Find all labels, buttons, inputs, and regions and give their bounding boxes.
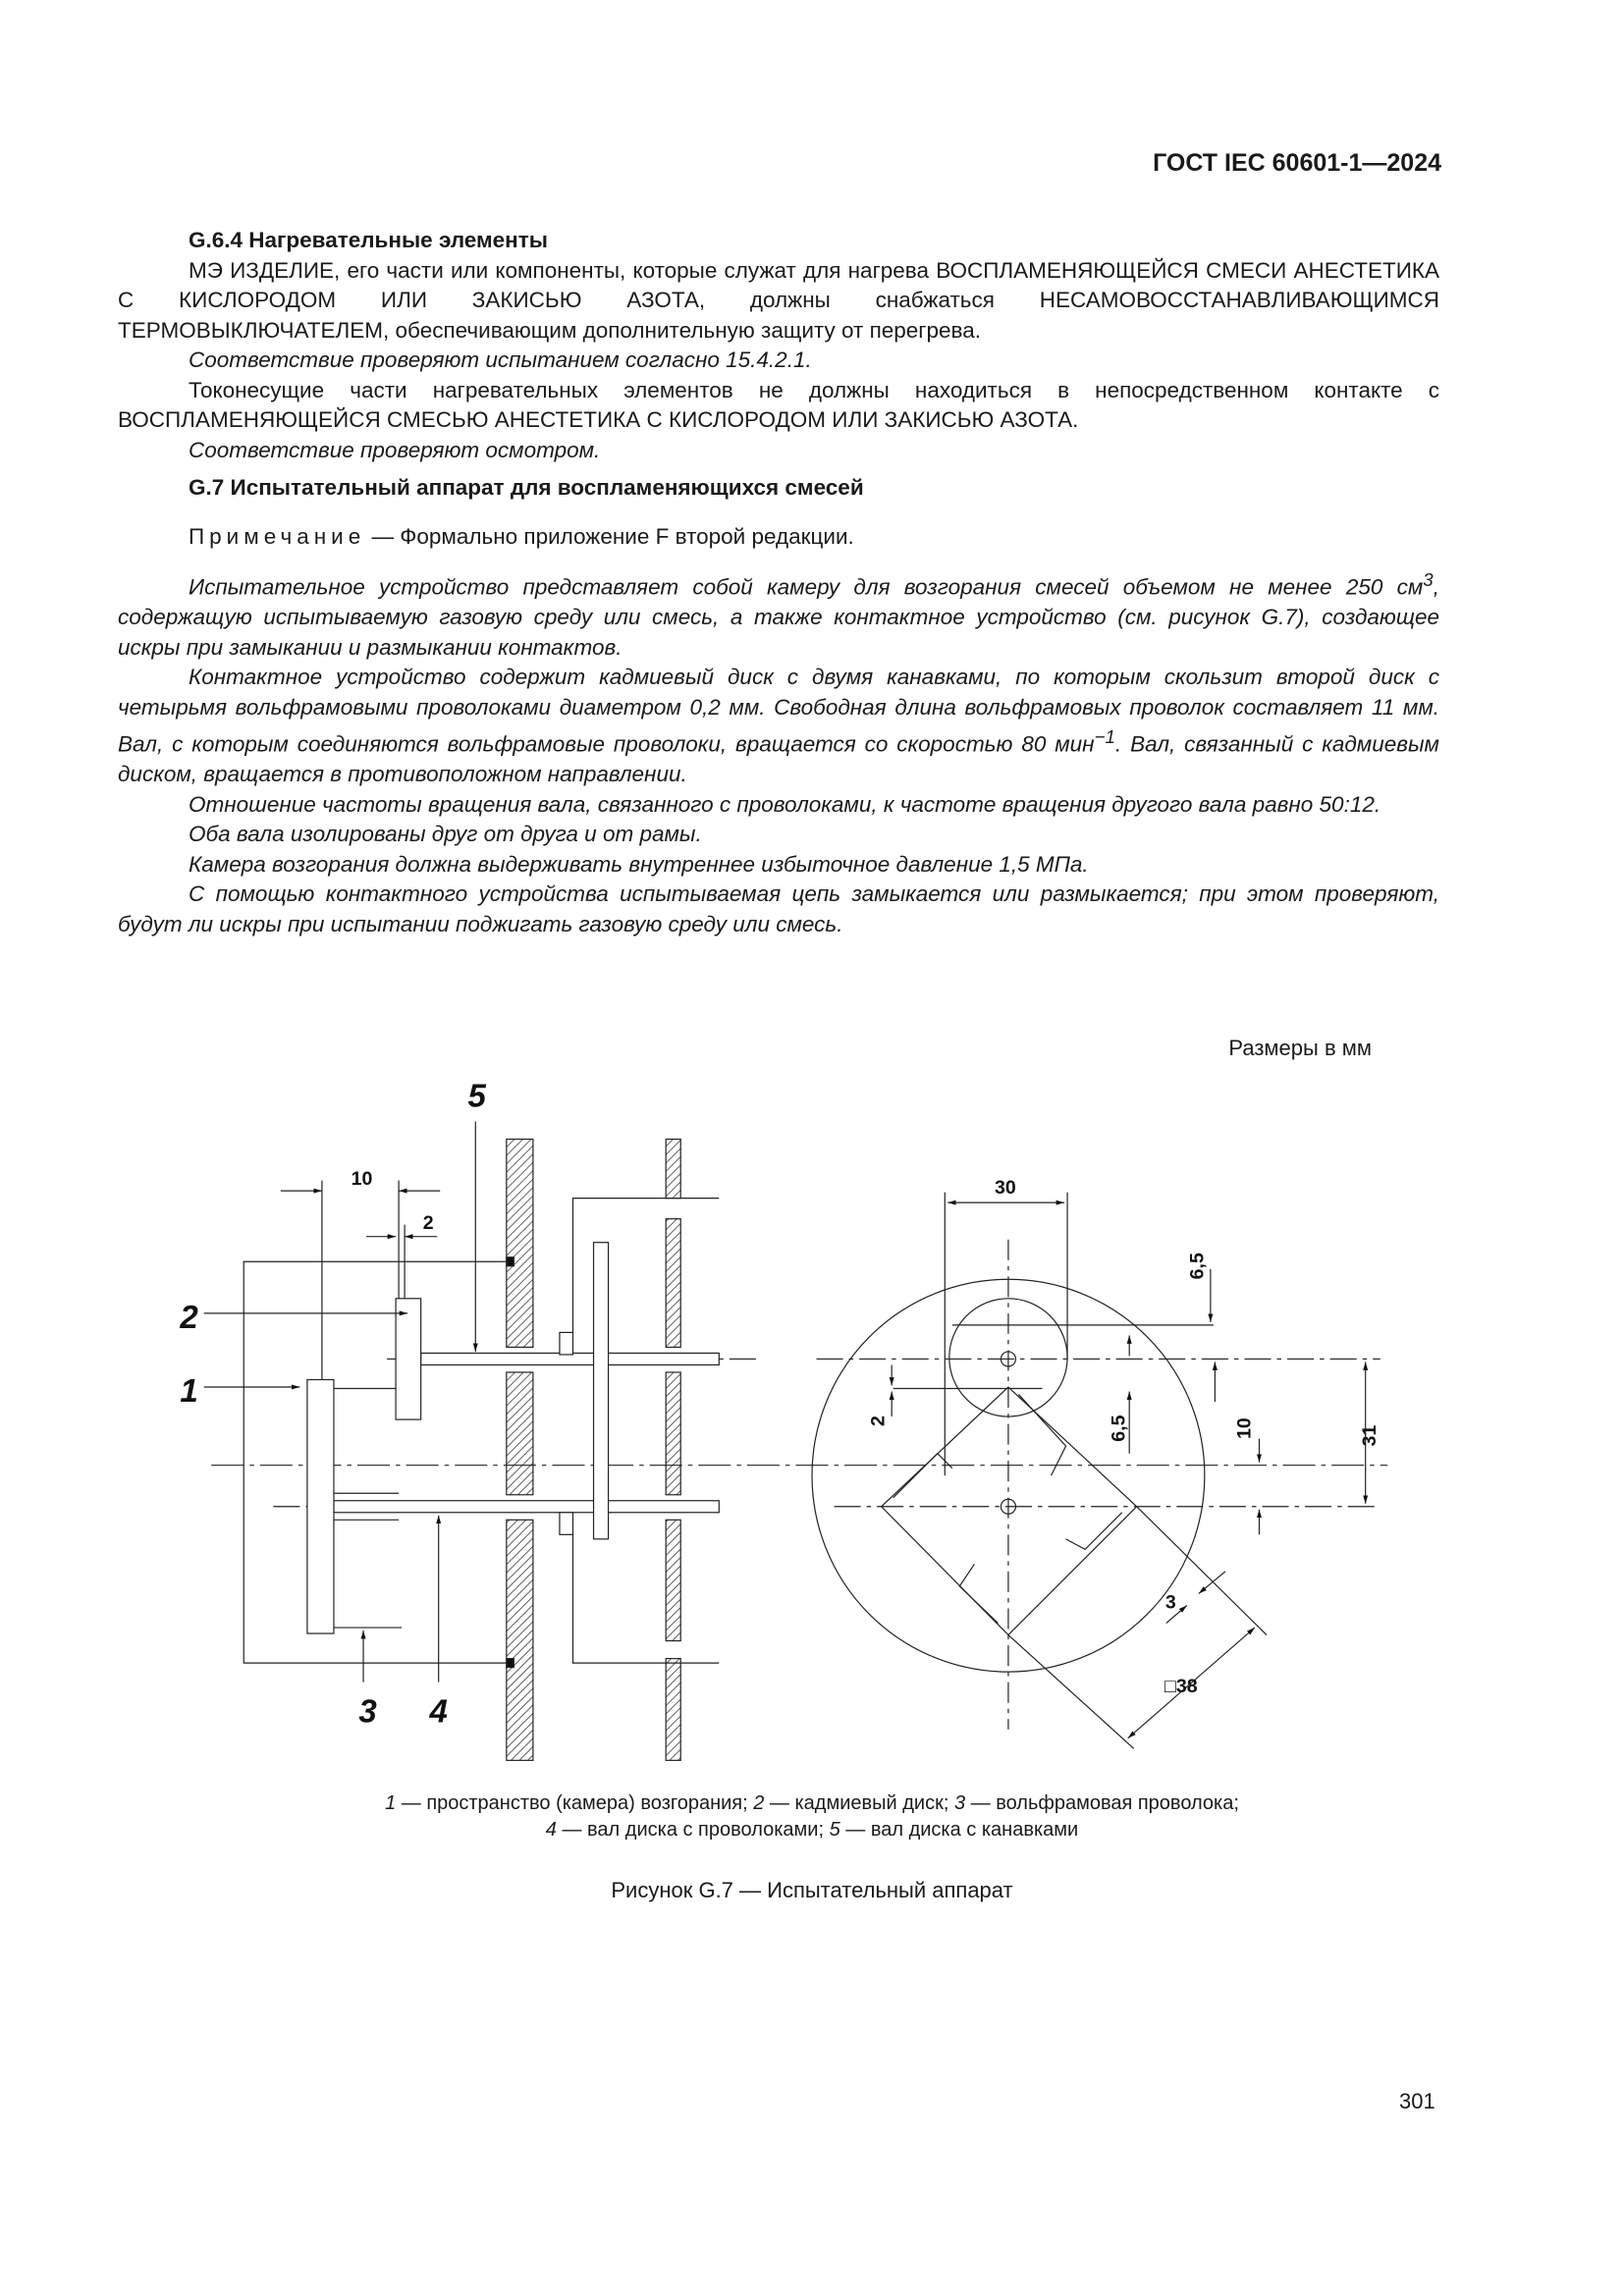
legend-number: 3 [953,1792,966,1814]
side-view [204,1121,1388,1760]
dim-31: 31 [1359,1424,1381,1447]
legend-number: 1 [385,1792,397,1814]
chamber-plate [307,1380,334,1634]
chamber-outline [244,1261,510,1663]
dim-6-5-top: 6,5 [1186,1253,1209,1280]
note-text: — Формально приложение F второй редакции. [365,523,854,549]
legend-text: — вольфрамовая проволока; [965,1792,1239,1814]
superscript: 3 [1423,569,1434,590]
document-header: ГОСТ IEC 60601-1—2024 [1153,149,1441,177]
square-38 [882,1387,1137,1635]
dim-38: □38 [1164,1676,1198,1698]
legend-text: — вал диска с проволоками; [556,1819,830,1841]
dim-3: 3 [1164,1591,1176,1614]
section-title: G.6.4 Нагревательные элементы [189,228,549,252]
label-5: 5 [467,1078,486,1115]
legend-text: — вал диска с канавками [839,1819,1079,1841]
paragraph: Соответствие проверяют осмотром. [189,437,601,462]
figure-labels [179,1078,1380,1730]
text: Контактное устройство содержит кадмиевый диск с двумя канавками, по которым скользит второй диск с четырьмя вольфрамовыми проволоками диаметром 0,2 мм. Свободная длина вольфрамовых проволок составляет 11 мм. Вал, с которым соединяются вольфрамовые проволоки, вращается со скоростью 80 мин [118,665,1439,757]
label-4: 4 [429,1693,448,1731]
legend-text: — пространство (камера) возгорания; [396,1792,754,1814]
section-title: G.7 Испытательный аппарат для воспламеняющихся смесей [189,475,864,500]
legend-number: 5 [829,1819,840,1841]
paragraph: Оба вала изолированы друг от друга и от рамы. [189,822,702,846]
paragraph: Токонесущие части нагревательных элементов не должны находиться в непосредственном контакте с ВОСПЛАМЕНЯЮЩЕЙСЯ СМЕСЬЮ АНЕСТЕТИКА С КИСЛОРОДОМ ИЛИ ЗАКИСЬЮ АЗОТА. [118,377,1439,432]
text: Испытательное устройство представляет собой камеру для возгорания смесей объемом не менее 250 см [189,574,1424,600]
paragraph: Соответствие проверяют испытанием согласно 15.4.2.1. [189,347,812,372]
cadmium-disc [396,1299,421,1419]
note-label: Примечание [189,523,366,549]
legend-text: — кадмиевый диск; [764,1792,954,1814]
label-1: 1 [180,1373,198,1411]
paragraph: Камера возгорания должна выдерживать внутреннее избыточное давление 1,5 МПа. [189,851,1089,877]
text: , содержащую испытываемую газовую среду или смесь, а также контактное устройство (см. рисунок G.7), создающее искры при замыкании и размыкании контактов. [118,574,1439,660]
text: . Вал, связанный с кадмиевым диском, вращается в противоположном направлении. [118,731,1439,786]
paragraph: МЭ ИЗДЕЛИЕ, его части или компоненты, которые служат для нагрева ВОСПЛАМЕНЯЮЩЕЙСЯ СМЕСИ АНЕСТЕТИКА С КИСЛОРОДОМ ИЛИ ЗАКИСЬЮ АЗОТА, должны снабжаться НЕСАМОВОССТАНАВЛИВАЮЩИМСЯ ТЕРМОВЫКЛЮЧАТЕЛЕМ, обеспечивающим дополнительную защиту от перегрева. [118,257,1439,343]
dim-10: 10 [351,1168,373,1191]
paragraph: Отношение частоты вращения вала, связанного с проволоками, к частоте вращения другого вала равно 50:12. [189,791,1381,817]
dim-6-5-bottom: 6,5 [1108,1415,1130,1442]
dim-2-right: 2 [867,1415,890,1427]
front-view [812,1193,1366,1749]
legend-number: 2 [753,1792,765,1814]
label-3: 3 [358,1693,377,1731]
paragraph: С помощью контактного устройства испытываемая цепь замыкается или размыкается; при этом проверяют, будут ли искры при испытании поджигать газовую среду или смесь. [118,881,1439,936]
legend-number: 4 [545,1819,557,1841]
superscript: −1 [1094,726,1115,747]
figure-legend [0,1790,1624,1843]
dim-2: 2 [422,1212,434,1235]
wire-disc [594,1243,609,1539]
label-2: 2 [180,1299,198,1336]
dim-10-right: 10 [1233,1417,1256,1439]
dimensions-note: Размеры в мм [1228,1036,1372,1060]
figure-caption: Рисунок G.7 — Испытательный аппарат [611,1878,1013,1902]
shaft-wire-disc [334,1501,719,1513]
dim-30: 30 [995,1177,1016,1200]
frame-wall-thin [666,1139,680,1760]
page-number: 301 [1399,2089,1435,2113]
